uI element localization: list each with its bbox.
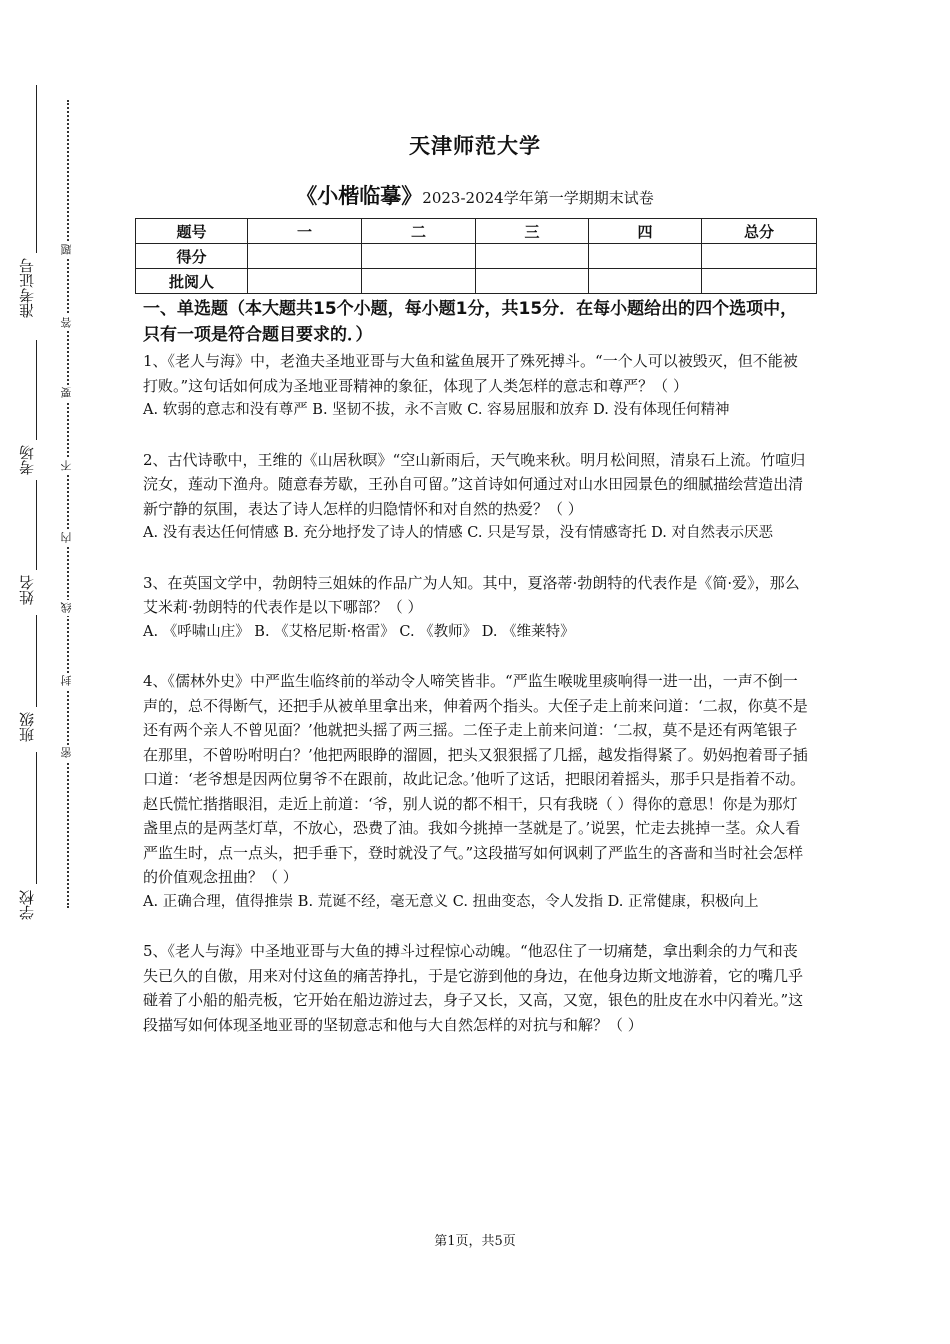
field-label-exam-room: 考场 — [18, 445, 36, 475]
score-input-cell[interactable] — [702, 244, 817, 269]
question-stem: 1、《老人与海》中，老渔夫圣地亚哥与大鱼和鲨鱼展开了殊死搏斗。“一个人可以被毁灭，但不能被打败。”这句话如何成为圣地亚哥精神的象征，体现了人类怎样的意志和尊严？（ ） — [143, 352, 798, 395]
score-table-row-header — [136, 219, 817, 244]
score-input-cell[interactable] — [248, 244, 362, 269]
score-table — [135, 218, 817, 294]
seal-char: 要 — [59, 385, 75, 401]
score-table-cell: 四 — [589, 219, 702, 244]
fill-line-class — [36, 615, 37, 707]
fill-line-exam-id — [36, 85, 37, 253]
grader-input-cell[interactable] — [589, 269, 702, 294]
grader-input-cell[interactable] — [476, 269, 589, 294]
score-table-cell: 一 — [248, 219, 362, 244]
field-label-school: 学校 — [18, 890, 36, 920]
university-title: 天津师范大学 — [409, 134, 541, 158]
score-input-cell[interactable] — [589, 244, 702, 269]
score-table-cell: 二 — [362, 219, 476, 244]
score-table-cell: 得分 — [136, 244, 248, 269]
field-label-exam-id: 准考证号 — [18, 258, 36, 318]
exam-title — [0, 180, 950, 210]
score-table-cell: 总分 — [702, 219, 817, 244]
seal-dotted-line — [67, 100, 69, 908]
score-input-cell[interactable] — [476, 244, 589, 269]
field-label-class: 班级 — [18, 712, 36, 742]
section-heading: 一、单选题（本大题共15个小题，每小题1分，共15分．在每小题给出的四个选项中，只有一项是符合题目要求的．） — [143, 299, 798, 345]
fill-line-school — [36, 752, 37, 884]
question-options: A. 《呼啸山庄》 B. 《艾格尼斯·格雷》 C. 《教师》 D. 《维莱特》 — [143, 623, 575, 640]
exam-content — [143, 296, 811, 1062]
page-footer: 第1页，共5页 — [434, 1234, 516, 1249]
question-stem: 2、古代诗歌中，王维的《山居秋暝》“空山新雨后，天气晚来秋。明月松间照，清泉石上流。竹喧归浣女，莲动下渔舟。随意春芳歇，王孙自可留。”这首诗如何通过对山水田园景色的细腻描绘营造出清新宁静的氛围，表达了诗人怎样的归隐情怀和对自然的热爱？（ ） — [143, 450, 806, 518]
score-table-cell: 批阅人 — [136, 269, 248, 294]
question-stem: 4、《儒林外史》中严监生临终前的举动令人啼笑皆非。“严监生喉咙里痰响得一进一出，一声不倒一声的，总不得断气，还把手从被单里拿出来，伸着两个指头。大侄子走上前来问道：‘二叔，你莫不是还有两个亲人不曾见面？’他就把头摇了两三摇。二侄子走上前来问道：‘二叔，莫不是还有两笔银子在那里，不曾吩咐明白？’他把两眼睁的溜圆，把头又狠狠摇了几摇，越发指得紧了。奶妈抱着哥子插口道：‘老爷想是因两位舅爷不在跟前，故此记念。’他听了这话，把眼闭着摇头，那手只是指着不动。赵氏慌忙揩揩眼泪，走近上前道：‘爷，别人说的都不相干，只有我晓（ ）得你的意思！你是为那灯盏里点的是两茎灯草，不放心，恐费了油。我如今挑掉一茎就是了。’说罢，忙走去挑掉一茎。众人看严监生时，点一点头，把手垂下，登时就没了气。”这段描写如何讽刺了严监生的吝啬和当时社会怎样的价值观念扭曲？（ ） — [143, 672, 808, 886]
question-options: A. 没有表达任何情感 B. 充分地抒发了诗人的情感 C. 只是写景，没有情感寄托 D. 对自然表示厌恶 — [143, 525, 774, 541]
question-item — [143, 448, 811, 546]
score-input-cell[interactable] — [362, 244, 476, 269]
course-name: 《小楷临摹》 — [296, 184, 423, 208]
question-options: A. 正确合理，值得推崇 B. 荒诞不经，毫无意义 C. 扭曲变态，令人发指 D. 正常健康，积极向上 — [143, 893, 759, 910]
grader-input-cell[interactable] — [248, 269, 362, 294]
question-options: A. 软弱的意志和没有尊严 B. 坚韧不拔，永不言败 C. 容易屈服和放弃 D. 没有体现任何精神 — [143, 402, 730, 418]
seal-char: 答 — [59, 315, 75, 331]
question-item — [143, 939, 811, 1037]
seal-char: 不 — [59, 458, 75, 474]
seal-char: 内 — [59, 530, 75, 546]
field-label-name: 姓名 — [18, 575, 36, 605]
score-table-cell: 三 — [476, 219, 589, 244]
question-item — [143, 571, 811, 645]
question-stem: 5、《老人与海》中圣地亚哥与大鱼的搏斗过程惊心动魄。“他忍住了一切痛楚，拿出剩余的力气和丧失已久的自傲，用来对付这鱼的痛苦挣扎，于是它游到他的身边，在他身边斯文地游着，它的嘴几乎碰着了小船的船壳板，它开始在船边游过去，身子又长，又高，又宽，银色的肚皮在水中闪着光。”这段描写如何体现圣地亚哥的坚韧意志和他与大自然怎样的对抗与和解？（ ） — [143, 942, 804, 1034]
score-table-cell: 题号 — [136, 219, 248, 244]
score-table-row-score — [136, 244, 817, 269]
seal-char: 封 — [59, 673, 75, 689]
question-stem: 3、在英国文学中，勃朗特三姐妹的作品广为人知。其中，夏洛蒂·勃朗特的代表作是《简·爱》，那么艾米莉·勃朗特的代表作是以下哪部？（ ） — [143, 573, 800, 616]
grader-input-cell[interactable] — [702, 269, 817, 294]
question-item — [143, 349, 811, 423]
seal-char: 题 — [59, 242, 75, 258]
grader-input-cell[interactable] — [362, 269, 476, 294]
fill-line-name — [36, 480, 37, 570]
question-item — [143, 669, 811, 914]
seal-char: 线 — [59, 600, 75, 616]
seal-char: 密 — [59, 745, 75, 761]
fill-line-exam-room — [36, 340, 37, 440]
exam-term: 2023-2024学年第一学期期末试卷 — [422, 189, 654, 207]
score-table-row-grader — [136, 269, 817, 294]
